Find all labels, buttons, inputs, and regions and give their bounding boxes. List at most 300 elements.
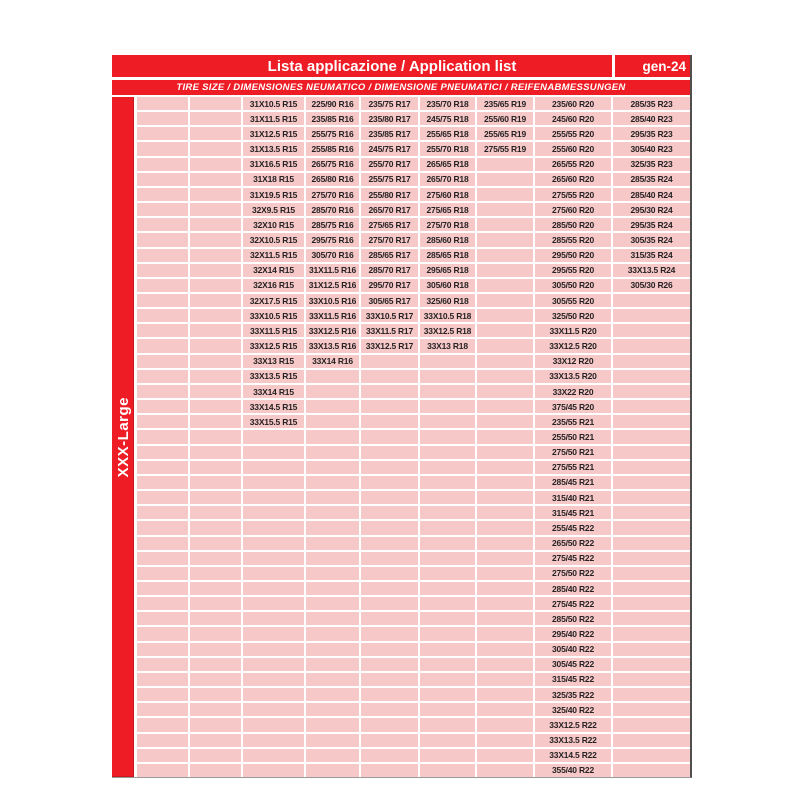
tire-size-cell: 32X17.5 R15 bbox=[243, 294, 304, 307]
tire-size-cell: 245/75 R17 bbox=[361, 142, 418, 155]
empty-cell bbox=[137, 673, 188, 686]
tire-size-cell: 265/80 R16 bbox=[306, 173, 359, 186]
empty-cell bbox=[243, 567, 304, 580]
empty-cell bbox=[477, 718, 533, 731]
empty-cell bbox=[306, 673, 359, 686]
empty-cell bbox=[190, 703, 241, 716]
empty-cell bbox=[190, 218, 241, 231]
tire-size-cell: 31X12.5 R16 bbox=[306, 279, 359, 292]
empty-cell bbox=[420, 461, 475, 474]
empty-cell bbox=[137, 567, 188, 580]
tire-size-cell: 265/60 R20 bbox=[535, 173, 611, 186]
page-title: Lista applicazione / Application list bbox=[112, 55, 612, 77]
tire-size-cell: 235/75 R17 bbox=[361, 97, 418, 110]
tire-size-cell: 33X13.5 R22 bbox=[535, 734, 611, 747]
empty-cell bbox=[243, 597, 304, 610]
tire-size-cell: 285/35 R24 bbox=[613, 173, 690, 186]
size-class-label: XXX-Large bbox=[114, 396, 132, 478]
tire-size-cell: 305/40 R23 bbox=[613, 142, 690, 155]
empty-cell bbox=[190, 309, 241, 322]
empty-cell bbox=[477, 415, 533, 428]
empty-cell bbox=[477, 491, 533, 504]
empty-cell bbox=[477, 552, 533, 565]
tire-size-cell: 295/35 R24 bbox=[613, 218, 690, 231]
empty-cell bbox=[137, 294, 188, 307]
empty-cell bbox=[137, 537, 188, 550]
empty-cell bbox=[420, 734, 475, 747]
tire-size-cell: 265/70 R17 bbox=[361, 203, 418, 216]
empty-cell bbox=[477, 188, 533, 201]
empty-cell bbox=[137, 658, 188, 671]
empty-cell bbox=[306, 612, 359, 625]
empty-cell bbox=[190, 537, 241, 550]
empty-cell bbox=[190, 112, 241, 125]
empty-cell bbox=[361, 385, 418, 398]
empty-cell bbox=[306, 430, 359, 443]
empty-cell bbox=[243, 446, 304, 459]
empty-cell bbox=[306, 597, 359, 610]
empty-cell bbox=[137, 112, 188, 125]
tire-size-cell: 265/55 R20 bbox=[535, 158, 611, 171]
tire-size-cell: 285/50 R20 bbox=[535, 218, 611, 231]
tire-size-cell: 33X10.5 R17 bbox=[361, 309, 418, 322]
empty-cell bbox=[613, 355, 690, 368]
empty-cell bbox=[137, 188, 188, 201]
empty-cell bbox=[243, 734, 304, 747]
empty-cell bbox=[306, 627, 359, 640]
empty-cell bbox=[477, 734, 533, 747]
empty-cell bbox=[361, 597, 418, 610]
empty-cell bbox=[420, 612, 475, 625]
empty-cell bbox=[306, 764, 359, 777]
empty-cell bbox=[477, 521, 533, 534]
empty-cell bbox=[137, 749, 188, 762]
empty-cell bbox=[190, 446, 241, 459]
tire-size-cell: 295/75 R16 bbox=[306, 233, 359, 246]
empty-cell bbox=[190, 370, 241, 383]
empty-cell bbox=[190, 658, 241, 671]
empty-cell bbox=[361, 582, 418, 595]
tire-size-cell: 275/55 R21 bbox=[535, 461, 611, 474]
tire-size-cell: 285/70 R16 bbox=[306, 203, 359, 216]
empty-cell bbox=[137, 764, 188, 777]
tire-size-cell: 275/50 R22 bbox=[535, 567, 611, 580]
empty-cell bbox=[477, 506, 533, 519]
tire-size-cell: 255/60 R20 bbox=[535, 142, 611, 155]
empty-cell bbox=[190, 127, 241, 140]
empty-cell bbox=[613, 476, 690, 489]
tire-size-cell: 325/50 R20 bbox=[535, 309, 611, 322]
empty-cell bbox=[613, 718, 690, 731]
tire-size-cell: 33X14.5 R22 bbox=[535, 749, 611, 762]
tire-size-cell: 315/35 R24 bbox=[613, 249, 690, 262]
empty-cell bbox=[420, 567, 475, 580]
tire-size-cell: 275/55 R19 bbox=[477, 142, 533, 155]
tire-size-cell: 275/60 R20 bbox=[535, 203, 611, 216]
empty-cell bbox=[477, 264, 533, 277]
tire-size-cell: 32X10 R15 bbox=[243, 218, 304, 231]
tire-size-cell: 285/40 R23 bbox=[613, 112, 690, 125]
empty-cell bbox=[613, 385, 690, 398]
tire-size-cell: 33X12.5 R16 bbox=[306, 324, 359, 337]
empty-cell bbox=[613, 764, 690, 777]
empty-cell bbox=[477, 158, 533, 171]
tire-size-cell: 275/70 R18 bbox=[420, 218, 475, 231]
empty-cell bbox=[190, 142, 241, 155]
empty-cell bbox=[243, 703, 304, 716]
empty-cell bbox=[613, 749, 690, 762]
empty-cell bbox=[613, 703, 690, 716]
empty-cell bbox=[190, 749, 241, 762]
empty-cell bbox=[137, 173, 188, 186]
tire-size-cell: 355/40 R22 bbox=[535, 764, 611, 777]
empty-cell bbox=[361, 355, 418, 368]
empty-cell bbox=[190, 415, 241, 428]
tire-size-cell: 33X13 R15 bbox=[243, 355, 304, 368]
empty-cell bbox=[137, 476, 188, 489]
empty-cell bbox=[306, 521, 359, 534]
tire-size-cell: 32X14 R15 bbox=[243, 264, 304, 277]
title-bar bbox=[112, 55, 690, 77]
empty-cell bbox=[190, 582, 241, 595]
tire-size-subtitle: TIRE SIZE / DIMENSIONES NEUMATICO / DIMENSIONE PNEUMATICI / REIFENABMESSUNGEN bbox=[112, 80, 690, 95]
tire-size-cell: 315/45 R21 bbox=[535, 506, 611, 519]
empty-cell bbox=[477, 627, 533, 640]
empty-cell bbox=[190, 233, 241, 246]
empty-cell bbox=[361, 764, 418, 777]
empty-cell bbox=[420, 385, 475, 398]
empty-cell bbox=[361, 688, 418, 701]
tire-size-cell: 255/45 R22 bbox=[535, 521, 611, 534]
empty-cell bbox=[477, 173, 533, 186]
tire-size-cell: 33X11.5 R17 bbox=[361, 324, 418, 337]
empty-cell bbox=[190, 643, 241, 656]
tire-size-cell: 235/85 R17 bbox=[361, 127, 418, 140]
empty-cell bbox=[243, 718, 304, 731]
empty-cell bbox=[477, 279, 533, 292]
empty-cell bbox=[190, 718, 241, 731]
empty-cell bbox=[190, 324, 241, 337]
tire-size-cell: 31X11.5 R15 bbox=[243, 112, 304, 125]
empty-cell bbox=[243, 582, 304, 595]
empty-cell bbox=[190, 173, 241, 186]
tire-size-cell: 32X11.5 R15 bbox=[243, 249, 304, 262]
empty-cell bbox=[243, 521, 304, 534]
empty-cell bbox=[243, 537, 304, 550]
empty-cell bbox=[137, 430, 188, 443]
tire-size-cell: 33X13.5 R24 bbox=[613, 264, 690, 277]
tire-size-cell: 265/70 R18 bbox=[420, 173, 475, 186]
tire-size-cell: 31X16.5 R15 bbox=[243, 158, 304, 171]
empty-cell bbox=[361, 370, 418, 383]
empty-cell bbox=[361, 643, 418, 656]
tire-size-cell: 33X12.5 R17 bbox=[361, 339, 418, 352]
empty-cell bbox=[190, 279, 241, 292]
empty-cell bbox=[613, 627, 690, 640]
empty-cell bbox=[137, 643, 188, 656]
tire-size-cell: 225/90 R16 bbox=[306, 97, 359, 110]
tire-size-cell: 275/55 R20 bbox=[535, 188, 611, 201]
empty-cell bbox=[477, 476, 533, 489]
tire-size-cell: 325/35 R22 bbox=[535, 688, 611, 701]
empty-cell bbox=[477, 446, 533, 459]
empty-cell bbox=[243, 673, 304, 686]
empty-cell bbox=[361, 537, 418, 550]
empty-cell bbox=[137, 370, 188, 383]
empty-cell bbox=[477, 309, 533, 322]
empty-cell bbox=[361, 734, 418, 747]
empty-cell bbox=[137, 142, 188, 155]
tire-size-cell: 33X12.5 R18 bbox=[420, 324, 475, 337]
empty-cell bbox=[477, 203, 533, 216]
empty-cell bbox=[137, 718, 188, 731]
empty-cell bbox=[137, 461, 188, 474]
empty-cell bbox=[137, 249, 188, 262]
empty-cell bbox=[613, 688, 690, 701]
tire-size-cell: 33X12.5 R15 bbox=[243, 339, 304, 352]
tire-size-cell: 285/55 R20 bbox=[535, 233, 611, 246]
empty-cell bbox=[613, 430, 690, 443]
tire-size-cell: 33X11.5 R16 bbox=[306, 309, 359, 322]
empty-cell bbox=[306, 537, 359, 550]
table-area bbox=[112, 97, 690, 777]
tire-size-cell: 33X11.5 R20 bbox=[535, 324, 611, 337]
empty-cell bbox=[243, 476, 304, 489]
empty-cell bbox=[361, 567, 418, 580]
empty-cell bbox=[190, 294, 241, 307]
tire-size-cell: 32X16 R15 bbox=[243, 279, 304, 292]
empty-cell bbox=[137, 734, 188, 747]
tire-size-cell: 33X10.5 R15 bbox=[243, 309, 304, 322]
tire-size-cell: 235/60 R20 bbox=[535, 97, 611, 110]
tire-size-cell: 32X10.5 R15 bbox=[243, 233, 304, 246]
empty-cell bbox=[613, 415, 690, 428]
tire-size-cell: 285/35 R23 bbox=[613, 97, 690, 110]
empty-cell bbox=[306, 718, 359, 731]
tire-size-cell: 33X10.5 R16 bbox=[306, 294, 359, 307]
empty-cell bbox=[420, 597, 475, 610]
empty-cell bbox=[306, 415, 359, 428]
empty-cell bbox=[137, 264, 188, 277]
empty-cell bbox=[243, 506, 304, 519]
empty-cell bbox=[477, 218, 533, 231]
empty-cell bbox=[477, 764, 533, 777]
empty-cell bbox=[361, 476, 418, 489]
tire-size-cell: 235/80 R17 bbox=[361, 112, 418, 125]
tire-size-cell: 255/70 R18 bbox=[420, 142, 475, 155]
tire-size-cell: 295/40 R22 bbox=[535, 627, 611, 640]
empty-cell bbox=[137, 385, 188, 398]
tire-size-cell: 255/65 R18 bbox=[420, 127, 475, 140]
empty-cell bbox=[613, 734, 690, 747]
empty-cell bbox=[477, 567, 533, 580]
empty-cell bbox=[137, 446, 188, 459]
empty-cell bbox=[477, 249, 533, 262]
empty-cell bbox=[477, 385, 533, 398]
empty-cell bbox=[613, 461, 690, 474]
empty-cell bbox=[137, 506, 188, 519]
empty-cell bbox=[361, 491, 418, 504]
empty-cell bbox=[477, 461, 533, 474]
empty-cell bbox=[477, 612, 533, 625]
tire-size-cell: 255/55 R20 bbox=[535, 127, 611, 140]
empty-cell bbox=[306, 567, 359, 580]
empty-cell bbox=[137, 355, 188, 368]
empty-cell bbox=[420, 658, 475, 671]
empty-cell bbox=[190, 385, 241, 398]
tire-size-cell: 255/85 R16 bbox=[306, 142, 359, 155]
empty-cell bbox=[190, 734, 241, 747]
empty-cell bbox=[420, 643, 475, 656]
tire-size-cell: 305/40 R22 bbox=[535, 643, 611, 656]
empty-cell bbox=[137, 309, 188, 322]
tire-size-cell: 235/65 R19 bbox=[477, 97, 533, 110]
application-list-sheet bbox=[112, 55, 692, 778]
empty-cell bbox=[190, 97, 241, 110]
empty-cell bbox=[190, 355, 241, 368]
empty-cell bbox=[361, 718, 418, 731]
empty-cell bbox=[477, 400, 533, 413]
tire-size-cell: 295/65 R18 bbox=[420, 264, 475, 277]
empty-cell bbox=[361, 673, 418, 686]
tire-size-cell: 275/70 R16 bbox=[306, 188, 359, 201]
tire-size-cell: 285/65 R18 bbox=[420, 249, 475, 262]
empty-cell bbox=[420, 688, 475, 701]
tire-size-cell: 255/70 R17 bbox=[361, 158, 418, 171]
empty-cell bbox=[477, 643, 533, 656]
tire-size-cell: 265/75 R16 bbox=[306, 158, 359, 171]
empty-cell bbox=[420, 537, 475, 550]
empty-cell bbox=[190, 506, 241, 519]
tire-size-cell: 265/65 R18 bbox=[420, 158, 475, 171]
tire-size-cell: 285/40 R22 bbox=[535, 582, 611, 595]
empty-cell bbox=[137, 552, 188, 565]
empty-cell bbox=[361, 446, 418, 459]
tire-size-cell: 295/50 R20 bbox=[535, 249, 611, 262]
tire-size-cell: 275/70 R17 bbox=[361, 233, 418, 246]
tire-size-cell: 275/50 R21 bbox=[535, 446, 611, 459]
tire-size-cell: 33X14 R16 bbox=[306, 355, 359, 368]
empty-cell bbox=[306, 400, 359, 413]
tire-size-cell: 33X12.5 R22 bbox=[535, 718, 611, 731]
tire-size-cell: 255/50 R21 bbox=[535, 430, 611, 443]
empty-cell bbox=[613, 673, 690, 686]
tire-size-cell: 305/30 R26 bbox=[613, 279, 690, 292]
empty-cell bbox=[361, 703, 418, 716]
empty-cell bbox=[361, 658, 418, 671]
empty-cell bbox=[477, 339, 533, 352]
empty-cell bbox=[613, 597, 690, 610]
empty-cell bbox=[613, 506, 690, 519]
empty-cell bbox=[243, 612, 304, 625]
tire-size-cell: 245/60 R20 bbox=[535, 112, 611, 125]
tire-size-cell: 285/65 R17 bbox=[361, 249, 418, 262]
empty-cell bbox=[477, 673, 533, 686]
empty-cell bbox=[306, 446, 359, 459]
tire-size-cell: 31X12.5 R15 bbox=[243, 127, 304, 140]
tire-size-cell: 31X11.5 R16 bbox=[306, 264, 359, 277]
empty-cell bbox=[306, 491, 359, 504]
empty-cell bbox=[613, 294, 690, 307]
empty-cell bbox=[190, 673, 241, 686]
empty-cell bbox=[613, 324, 690, 337]
tire-size-cell: 235/70 R18 bbox=[420, 97, 475, 110]
empty-cell bbox=[613, 537, 690, 550]
empty-cell bbox=[361, 521, 418, 534]
empty-cell bbox=[306, 749, 359, 762]
empty-cell bbox=[477, 703, 533, 716]
tire-size-cell: 235/85 R16 bbox=[306, 112, 359, 125]
tire-size-cell: 33X11.5 R15 bbox=[243, 324, 304, 337]
empty-cell bbox=[420, 552, 475, 565]
empty-cell bbox=[243, 643, 304, 656]
empty-cell bbox=[137, 218, 188, 231]
tire-size-cell: 305/35 R24 bbox=[613, 233, 690, 246]
tire-size-cell: 305/55 R20 bbox=[535, 294, 611, 307]
tire-size-cell: 33X10.5 R18 bbox=[420, 309, 475, 322]
empty-cell bbox=[420, 749, 475, 762]
empty-cell bbox=[613, 491, 690, 504]
empty-cell bbox=[190, 764, 241, 777]
tire-size-cell: 33X13.5 R20 bbox=[535, 370, 611, 383]
tire-size-cell: 255/60 R19 bbox=[477, 112, 533, 125]
empty-cell bbox=[613, 446, 690, 459]
empty-cell bbox=[190, 249, 241, 262]
empty-cell bbox=[137, 612, 188, 625]
empty-cell bbox=[137, 415, 188, 428]
empty-cell bbox=[420, 370, 475, 383]
empty-cell bbox=[137, 703, 188, 716]
empty-cell bbox=[477, 749, 533, 762]
tire-size-cell: 33X12 R20 bbox=[535, 355, 611, 368]
tire-size-cell: 305/65 R17 bbox=[361, 294, 418, 307]
tire-size-cell: 265/50 R22 bbox=[535, 537, 611, 550]
tire-size-cell: 305/60 R18 bbox=[420, 279, 475, 292]
empty-cell bbox=[420, 764, 475, 777]
empty-cell bbox=[243, 627, 304, 640]
tire-size-cell: 295/70 R17 bbox=[361, 279, 418, 292]
tire-size-cell: 33X22 R20 bbox=[535, 385, 611, 398]
empty-cell bbox=[190, 339, 241, 352]
tire-size-cell: 295/55 R20 bbox=[535, 264, 611, 277]
empty-cell bbox=[361, 461, 418, 474]
empty-cell bbox=[190, 476, 241, 489]
empty-cell bbox=[477, 355, 533, 368]
tire-size-cell: 31X18 R15 bbox=[243, 173, 304, 186]
empty-cell bbox=[243, 491, 304, 504]
empty-cell bbox=[137, 491, 188, 504]
empty-cell bbox=[190, 461, 241, 474]
empty-cell bbox=[420, 582, 475, 595]
empty-cell bbox=[420, 491, 475, 504]
tire-size-cell: 33X13.5 R16 bbox=[306, 339, 359, 352]
empty-cell bbox=[137, 597, 188, 610]
empty-cell bbox=[306, 658, 359, 671]
tire-size-cell: 33X14 R15 bbox=[243, 385, 304, 398]
empty-cell bbox=[137, 627, 188, 640]
empty-cell bbox=[190, 158, 241, 171]
empty-cell bbox=[361, 552, 418, 565]
tire-size-table bbox=[137, 97, 690, 777]
tire-size-cell: 285/45 R21 bbox=[535, 476, 611, 489]
tire-size-cell: 255/80 R17 bbox=[361, 188, 418, 201]
empty-cell bbox=[137, 582, 188, 595]
empty-cell bbox=[306, 552, 359, 565]
tire-size-cell: 33X15.5 R15 bbox=[243, 415, 304, 428]
empty-cell bbox=[243, 749, 304, 762]
empty-cell bbox=[361, 400, 418, 413]
empty-cell bbox=[420, 415, 475, 428]
